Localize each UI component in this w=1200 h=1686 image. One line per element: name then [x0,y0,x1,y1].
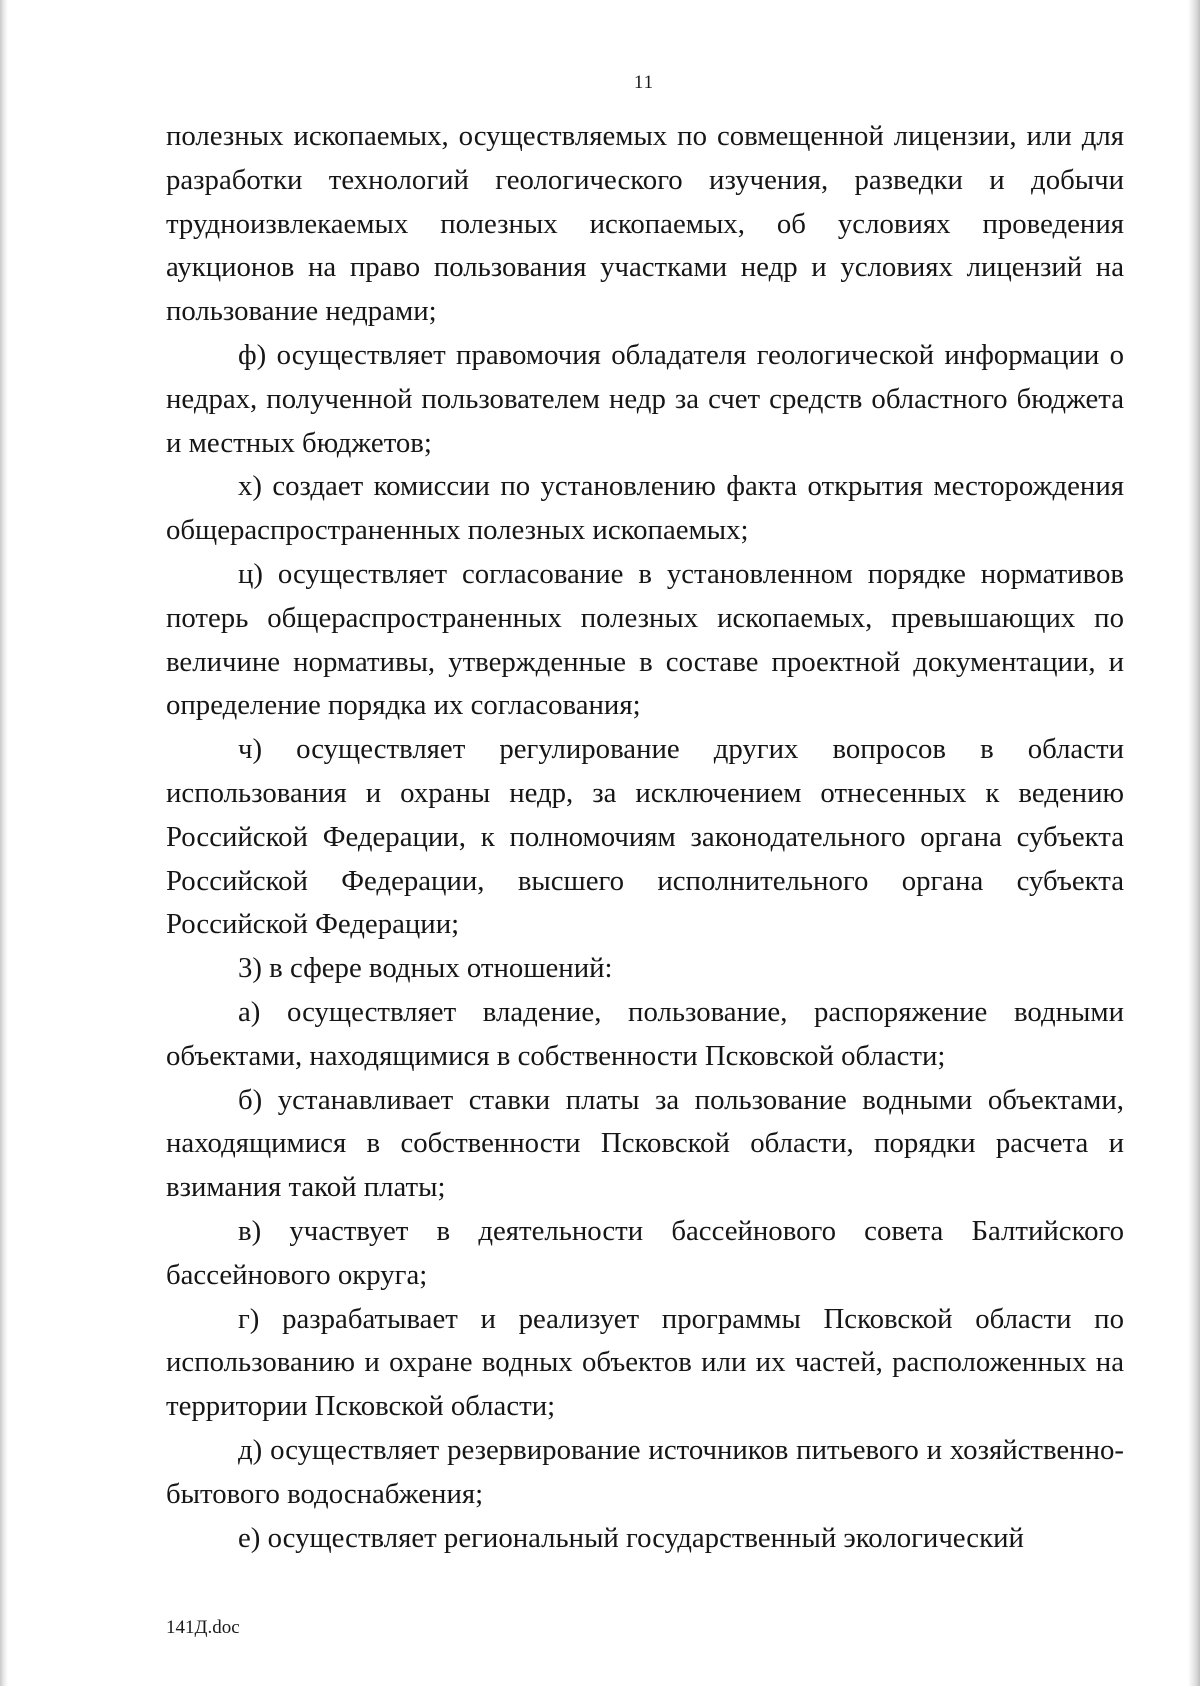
scan-edge-right [1188,0,1200,1686]
page-number: 11 [633,72,655,93]
paragraph-item-f: ф) осуществляет правомочия обладателя геологической информации о недрах, полученной пользователем недр за счет средств областного бюджета и местных бюджетов; [166,338,1124,459]
footer-filename: 141Д.doc [166,1617,240,1638]
paragraph-item-d: д) осуществляет резервирование источников питьевого и хозяйственно-бытового водоснабжения; [166,1433,1124,1510]
scan-edge-left [0,0,8,1686]
paragraph-item-ts: ц) осуществляет согласование в установленном порядке нормативов потерь общераспространенных полезных ископаемых, превышающих по величине нормативы, утвержденные в составе проектной документации, и определение порядка их согласования; [166,557,1124,722]
paragraph-item-v: в) участвует в деятельности бассейнового совета Балтийского бассейнового округа; [166,1214,1124,1291]
paragraph-item-e: е) осуществляет региональный государственный экологический [238,1521,1024,1554]
paragraph-item-a: а) осуществляет владение, пользование, распоряжение водными объектами, находящимися в собственности Псковской области; [166,995,1124,1072]
paragraph-continuation: полезных ископаемых, осуществляемых по совмещенной лицензии, или для разработки технологий геологического изучения, разведки и добычи трудноизвлекаемых полезных ископаемых, об условиях проведения аукционов на право пользования участками недр и условиях лицензий на пользование недрами; [166,120,1124,328]
paragraph-section-3: 3) в сфере водных отношений: [238,952,613,985]
paragraph-item-kh: х) создает комиссии по установлению факта открытия месторождения общераспространенных полезных ископаемых; [166,470,1124,547]
document-body [166,115,1124,1560]
paragraph-item-ch: ч) осуществляет регулирование других вопросов в области использования и охраны недр, за исключением отнесенных к ведению Российской Федерации, к полномочиям законодательного органа субъекта Российской Федерации, высшего исполнительного органа субъекта Российской Федерации; [166,733,1124,941]
paragraph-item-g: г) разрабатывает и реализует программы Псковской области по использованию и охране водных объектов или их частей, расположенных на территории Псковской области; [166,1302,1124,1423]
paragraph-item-b: б) устанавливает ставки платы за пользование водными объектами, находящимися в собственности Псковской области, порядки расчета и взимания такой платы; [166,1083,1124,1204]
